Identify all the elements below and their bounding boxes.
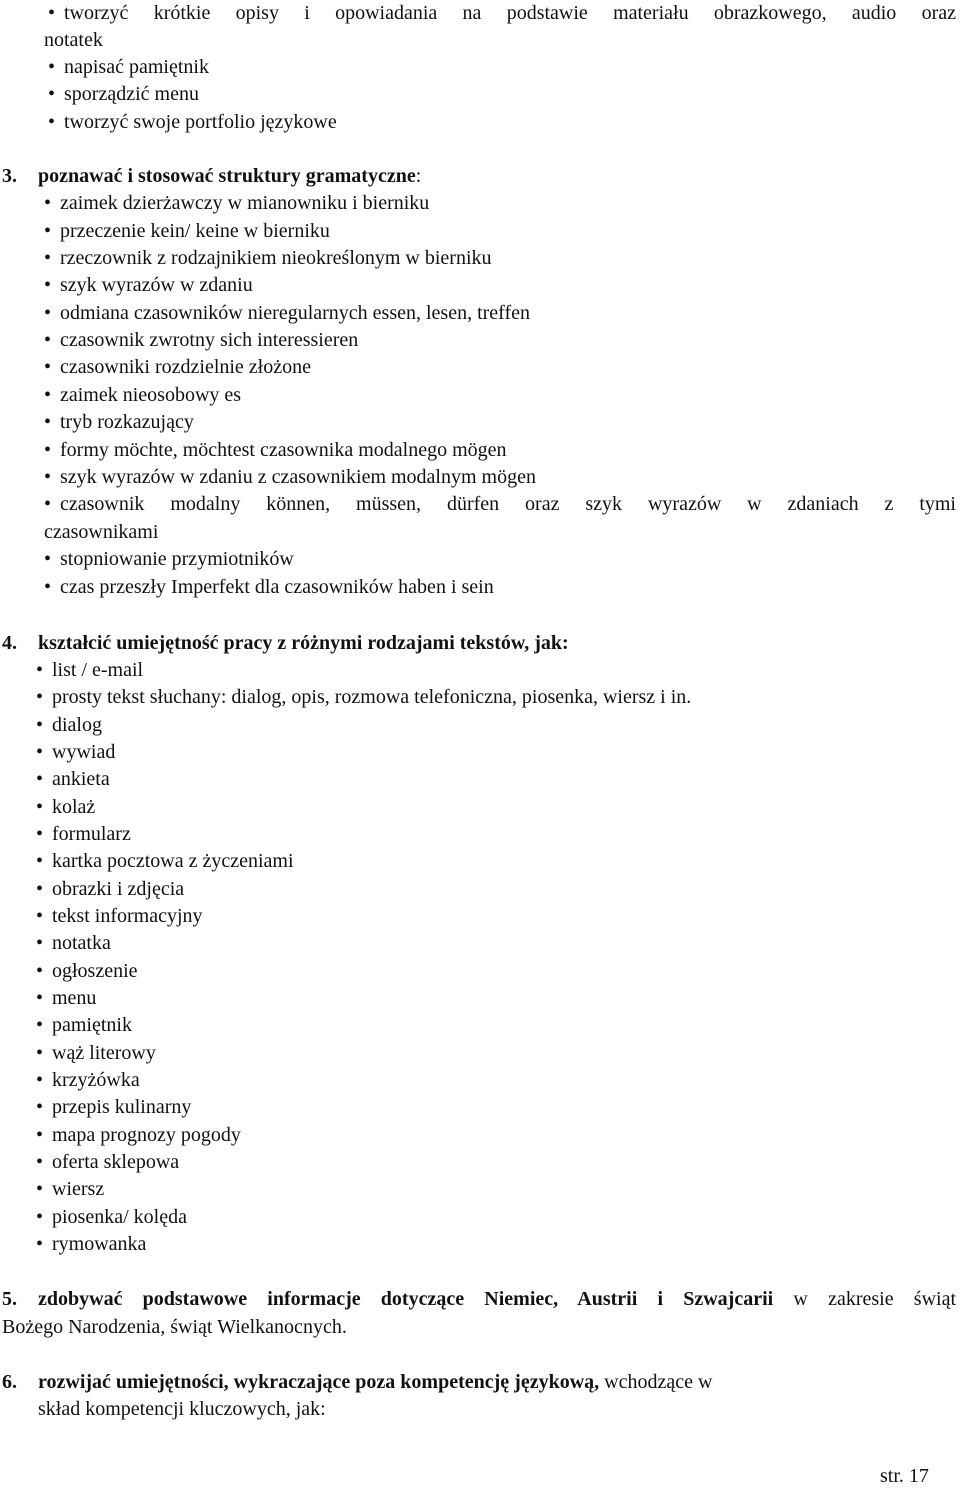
list-item: • czas przeszły Imperfekt dla czasowników haben i sein xyxy=(44,574,494,601)
list-item: • dialog xyxy=(36,712,102,739)
list-item: • pamiętnik xyxy=(36,1012,132,1039)
list-item: • czasowniki rozdzielnie złożone xyxy=(44,354,311,381)
list-item: • ogłoszenie xyxy=(36,958,138,985)
list-item: • czasownik zwrotny sich interessieren xyxy=(44,327,358,354)
list-item: • zaimek nieosobowy es xyxy=(44,382,241,409)
list-item: • zaimek dzierżawczy w mianowniku i bierniku xyxy=(44,190,429,217)
section-title: kształcić umiejętność pracy z różnymi rodzajami tekstów, jak: xyxy=(38,632,569,654)
section-title: zdobywać podstawowe informacje dotyczące Niemiec, Austrii i Szwajcarii xyxy=(38,1288,774,1310)
list-item: • wywiad xyxy=(36,739,115,766)
list-item: • formy möchte, möchtest czasownika modalnego mögen xyxy=(44,437,507,464)
list-item: • notatka xyxy=(36,930,111,957)
list-item: • przepis kulinarny xyxy=(36,1094,191,1121)
list-item: • rzeczownik z rodzajnikiem nieokreślonym w bierniku xyxy=(44,245,492,272)
list-item: • krzyżówka xyxy=(36,1067,140,1094)
section-6-line-1 xyxy=(2,1369,712,1396)
section-number: 5. xyxy=(2,1288,17,1310)
list-item: • przeczenie kein/ keine w bierniku xyxy=(44,218,330,245)
list-item: • tryb rozkazujący xyxy=(44,409,194,436)
section-5-line-2: Bożego Narodzenia, świąt Wielkanocnych. xyxy=(2,1316,347,1338)
list-item: • szyk wyrazów w zdaniu xyxy=(44,272,253,299)
list-item: • czasownik modalny können, müssen, dürfen oraz szyk wyrazów w zdaniach z tymi xyxy=(44,491,956,518)
section-3-heading xyxy=(2,163,421,190)
list-item: • kartka pocztowa z życzeniami xyxy=(36,848,294,875)
list-item: • obrazki i zdjęcia xyxy=(36,876,184,903)
list-item: • stopniowanie przymiotników xyxy=(44,546,294,573)
page-number: str. 17 xyxy=(880,1465,929,1487)
list-item: • tworzyć swoje portfolio językowe xyxy=(48,109,337,136)
list-item: • sporządzić menu xyxy=(48,81,199,108)
list-item: • szyk wyrazów w zdaniu z czasownikiem modalnym mögen xyxy=(44,464,536,491)
section-number: 3. xyxy=(2,165,17,187)
list-item-continuation: notatek xyxy=(44,29,103,51)
section-title: poznawać i stosować struktury gramatyczne xyxy=(38,165,416,187)
list-item-continuation: czasownikami xyxy=(44,521,159,543)
section-number: 6. xyxy=(2,1371,17,1393)
section-text: wchodzące w xyxy=(599,1371,713,1393)
list-item: • tworzyć krótkie opisy i opowiadania na podstawie materiału obrazkowego, audio oraz xyxy=(48,0,956,27)
list-item: • mapa prognozy pogody xyxy=(36,1122,241,1149)
list-item: • wiersz xyxy=(36,1176,104,1203)
section-title: rozwijać umiejętności, wykraczające poza kompetencję językową, xyxy=(38,1371,600,1393)
list-item: • prosty tekst słuchany: dialog, opis, rozmowa telefoniczna, piosenka, wiersz i in. xyxy=(36,684,691,711)
list-item: • odmiana czasowników nieregularnych essen, lesen, treffen xyxy=(44,300,530,327)
list-item: • napisać pamiętnik xyxy=(48,54,209,81)
list-item: • tekst informacyjny xyxy=(36,903,203,930)
list-item: • piosenka/ kolęda xyxy=(36,1204,187,1231)
list-item: • wąż literowy xyxy=(36,1040,156,1067)
section-5-line-1 xyxy=(2,1286,956,1313)
section-4-heading xyxy=(2,630,569,657)
section-text: w zakresie świąt xyxy=(773,1288,957,1310)
section-title-suffix: : xyxy=(415,165,422,187)
list-item: • menu xyxy=(36,985,96,1012)
list-item: • list / e-mail xyxy=(36,657,143,684)
section-number: 4. xyxy=(2,632,17,654)
list-item: • formularz xyxy=(36,821,131,848)
list-item: • kolaż xyxy=(36,794,95,821)
list-item: • oferta sklepowa xyxy=(36,1149,179,1176)
list-item: • ankieta xyxy=(36,766,110,793)
section-6-line-2: skład kompetencji kluczowych, jak: xyxy=(38,1398,326,1420)
list-item: • rymowanka xyxy=(36,1231,146,1258)
